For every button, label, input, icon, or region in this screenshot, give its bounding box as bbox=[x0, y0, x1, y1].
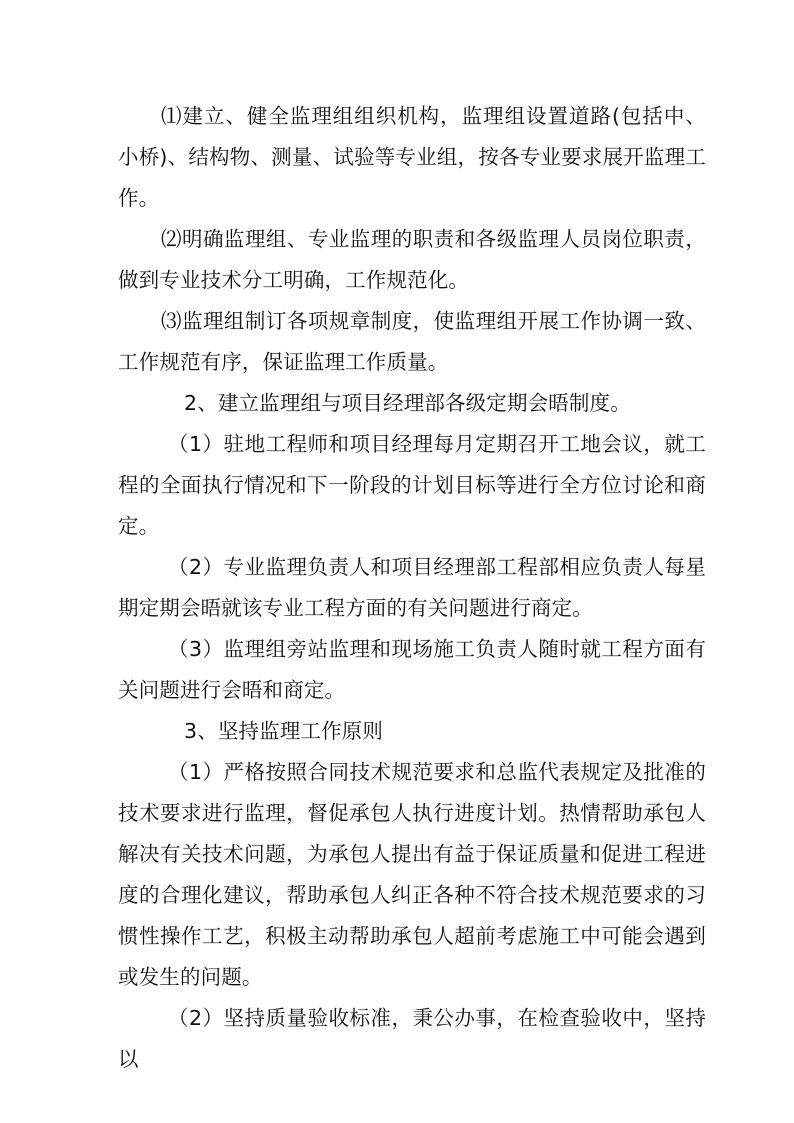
paragraph-rules-and-regulations: ⑶监理组制订各项规章制度，使监理组开展工作协调一致、工作规范有序，保证监理工作质量。 bbox=[118, 309, 706, 374]
paragraph-strict-supervision: （1）严格按照合同技术规范要求和总监代表规定及批准的技术要求进行监理，督促承包人执行进度计划。热情帮助承包人解决有关技术问题，为承包人提出有益于保证质量和促进工程进度的合理化建议，帮助承包人纠正各种不符合技术规范要求的习惯性操作工艺，积极主动帮助承包人超前考虑施工中可能会遇到或发生的问题。 bbox=[118, 760, 706, 989]
section-heading-meeting-system: 2、建立监理组与项目经理部各级定期会晤制度。 bbox=[184, 391, 631, 415]
paragraph-onsite-meeting: （3）监理组旁站监理和现场施工负责人随时就工程方面有关问题进行会晤和商定。 bbox=[118, 637, 706, 702]
paragraph-monthly-site-meeting: （1）驻地工程师和项目经理每月定期召开工地会议，就工程的全面执行情况和下一阶段的计划目标等进行全方位讨论和商定。 bbox=[118, 432, 706, 538]
section-heading-supervision-principles: 3、坚持监理工作原则 bbox=[184, 719, 384, 743]
document-body bbox=[118, 96, 706, 1080]
paragraph-define-responsibilities: ⑵明确监理组、专业监理的职责和各级监理人员岗位职责，做到专业技术分工明确，工作规范化。 bbox=[118, 227, 706, 292]
paragraph-establish-organization: ⑴建立、健全监理组组织机构，监理组设置道路(包括中、小桥)、结构物、测量、试验等专业组，按各专业要求展开监理工作。 bbox=[118, 104, 706, 210]
paragraph-weekly-meeting: （2）专业监理负责人和项目经理部工程部相应负责人每星期定期会晤就该专业工程方面的有关问题进行商定。 bbox=[118, 555, 706, 620]
paragraph-quality-acceptance: （2）坚持质量验收标准，秉公办事，在检查验收中，坚持以 bbox=[118, 1006, 706, 1071]
